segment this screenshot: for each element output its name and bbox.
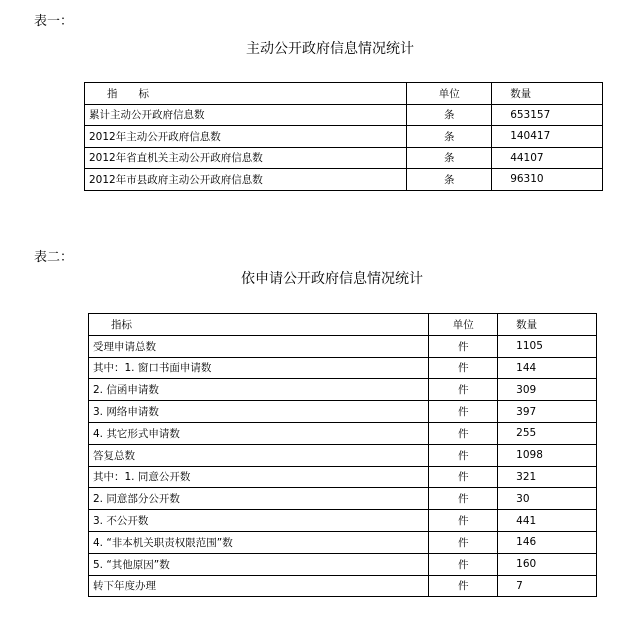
table1-header-indicator: 指 标 bbox=[85, 83, 407, 105]
table1-title: 主动公开政府信息情况统计 bbox=[246, 41, 414, 57]
table-row bbox=[89, 531, 597, 553]
table-row bbox=[89, 510, 597, 532]
table-row bbox=[89, 422, 597, 444]
cell-count: 144 bbox=[498, 357, 597, 379]
cell-unit: 件 bbox=[429, 379, 498, 401]
cell-unit: 件 bbox=[429, 553, 498, 575]
cell-count: 255 bbox=[498, 422, 597, 444]
cell-indicator: 2. 同意部分公开数 bbox=[89, 488, 429, 510]
cell-unit: 件 bbox=[429, 335, 498, 357]
table-row bbox=[89, 379, 597, 401]
table-row bbox=[85, 147, 603, 169]
table-row bbox=[85, 126, 603, 148]
table2-header-indicator: 指标 bbox=[89, 314, 429, 336]
cell-indicator: 其中：1. 同意公开数 bbox=[89, 466, 429, 488]
cell-count: 1105 bbox=[498, 335, 597, 357]
cell-unit: 件 bbox=[429, 531, 498, 553]
table-row bbox=[89, 488, 597, 510]
table-row bbox=[89, 466, 597, 488]
cell-unit: 件 bbox=[429, 575, 498, 597]
cell-count: 309 bbox=[498, 379, 597, 401]
cell-count: 441 bbox=[498, 510, 597, 532]
table1-header-unit: 单位 bbox=[407, 83, 492, 105]
cell-count: 321 bbox=[498, 466, 597, 488]
cell-unit: 件 bbox=[429, 357, 498, 379]
table1-label: 表一： bbox=[34, 14, 74, 29]
table2-header-row bbox=[89, 314, 597, 336]
cell-indicator: 2012年主动公开政府信息数 bbox=[85, 126, 407, 148]
table1 bbox=[84, 82, 603, 191]
cell-unit: 条 bbox=[407, 126, 492, 148]
table-row bbox=[89, 575, 597, 597]
cell-indicator: 4. 其它形式申请数 bbox=[89, 422, 429, 444]
table-row bbox=[89, 444, 597, 466]
cell-indicator: 2012年市县政府主动公开政府信息数 bbox=[85, 169, 407, 191]
table1-header-row bbox=[85, 83, 603, 105]
cell-indicator: 2012年省直机关主动公开政府信息数 bbox=[85, 147, 407, 169]
table2-label: 表二： bbox=[34, 250, 74, 265]
cell-count: 160 bbox=[498, 553, 597, 575]
cell-unit: 件 bbox=[429, 422, 498, 444]
table-row bbox=[89, 335, 597, 357]
cell-unit: 件 bbox=[429, 510, 498, 532]
table-row bbox=[89, 553, 597, 575]
cell-unit: 条 bbox=[407, 169, 492, 191]
cell-indicator: 答复总数 bbox=[89, 444, 429, 466]
cell-indicator: 累计主动公开政府信息数 bbox=[85, 104, 407, 126]
cell-count: 7 bbox=[498, 575, 597, 597]
cell-indicator: 受理申请总数 bbox=[89, 335, 429, 357]
cell-indicator: 2. 信函申请数 bbox=[89, 379, 429, 401]
table2-title: 依申请公开政府信息情况统计 bbox=[241, 271, 423, 287]
table2-header-count: 数量 bbox=[498, 314, 597, 336]
cell-unit: 件 bbox=[429, 488, 498, 510]
cell-indicator: 5. “其他原因”数 bbox=[89, 553, 429, 575]
cell-indicator: 转下年度办理 bbox=[89, 575, 429, 597]
cell-indicator: 3. 不公开数 bbox=[89, 510, 429, 532]
table2-header-unit: 单位 bbox=[429, 314, 498, 336]
table2 bbox=[88, 313, 597, 597]
table-row bbox=[89, 357, 597, 379]
cell-count: 146 bbox=[498, 531, 597, 553]
cell-indicator: 4. “非本机关职责权限范围”数 bbox=[89, 531, 429, 553]
cell-count: 397 bbox=[498, 401, 597, 423]
table1-header-count: 数量 bbox=[492, 83, 603, 105]
cell-unit: 件 bbox=[429, 401, 498, 423]
cell-count: 653157 bbox=[492, 104, 603, 126]
table-row bbox=[85, 104, 603, 126]
cell-unit: 条 bbox=[407, 147, 492, 169]
table-row bbox=[89, 401, 597, 423]
cell-count: 1098 bbox=[498, 444, 597, 466]
cell-indicator: 其中：1. 窗口书面申请数 bbox=[89, 357, 429, 379]
cell-unit: 条 bbox=[407, 104, 492, 126]
cell-unit: 件 bbox=[429, 444, 498, 466]
cell-unit: 件 bbox=[429, 466, 498, 488]
cell-count: 140417 bbox=[492, 126, 603, 148]
cell-indicator: 3. 网络申请数 bbox=[89, 401, 429, 423]
table-row bbox=[85, 169, 603, 191]
cell-count: 96310 bbox=[492, 169, 603, 191]
cell-count: 30 bbox=[498, 488, 597, 510]
cell-count: 44107 bbox=[492, 147, 603, 169]
